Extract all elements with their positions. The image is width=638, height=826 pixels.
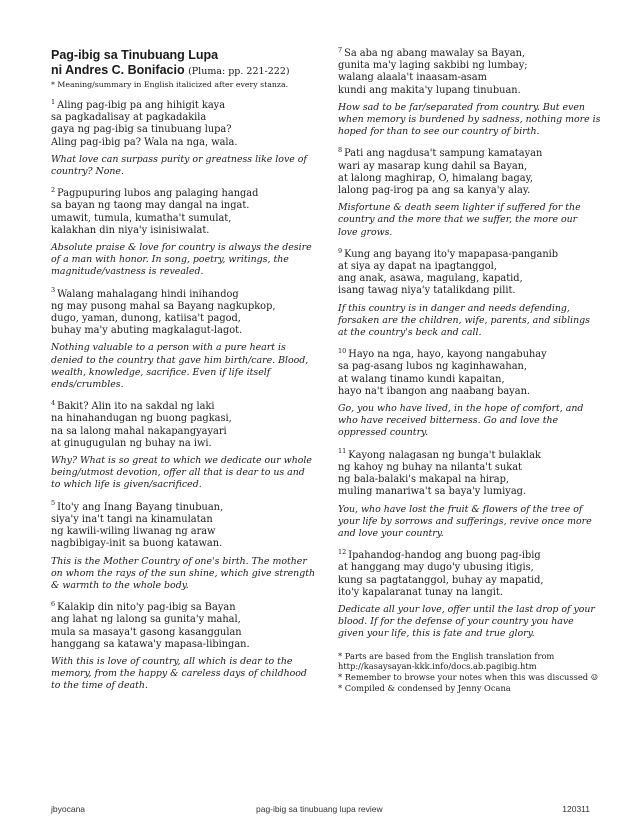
- stanza-line: [338, 462, 590, 474]
- line-text: ng may pusong mahal sa Bayang nagkupkop,: [51, 300, 276, 312]
- stanza-line: [51, 438, 305, 450]
- line-text: siya'y ina't tangi na kinamulatan: [51, 513, 213, 525]
- stanza-meaning: [338, 504, 590, 541]
- stanza-line: [51, 639, 305, 651]
- meaning-line: country and the more that we suffer, the more our: [338, 214, 578, 226]
- stanza-line: [51, 627, 305, 639]
- meaning-line: Nothing valuable to a person with a pure heart is: [51, 342, 286, 354]
- stanza-line: [338, 185, 590, 197]
- stanza-number: 7: [338, 45, 343, 54]
- line-text: Kalakip din nito'y pag-ibig sa Bayan: [57, 602, 236, 614]
- meaning-line: given your life, this is fate and true glory.: [338, 628, 535, 640]
- stanza-line: [338, 161, 590, 173]
- line-text: isang tawag niya'y tatalikdang pilit.: [338, 285, 516, 297]
- line-text: sa pag-asang lubos ng kaginhawahan,: [338, 361, 527, 373]
- line-text: kundi ang makita'y lupang tinubuan.: [338, 84, 521, 96]
- stanza-line: [51, 200, 305, 212]
- stanza-1: [51, 97, 307, 178]
- stanza-line: [51, 137, 305, 149]
- stanza-line: [51, 313, 305, 325]
- stanza-line: [338, 173, 590, 185]
- line-text: Aling pag-ibig pa? Wala na nga, wala.: [51, 136, 238, 148]
- meaning-line: love grows.: [338, 226, 393, 238]
- stanza-line: [338, 349, 590, 361]
- stanza-meaning: [338, 202, 590, 239]
- stanza-3: [51, 286, 309, 392]
- line-text: Bakit? Alin ito na sakdal ng laki: [57, 401, 215, 413]
- stanza-number: 10: [338, 347, 347, 355]
- stanza-line: [338, 386, 590, 398]
- stanza-line: [338, 547, 590, 562]
- line-text: lalong pag-irog pa ang sa kanya'y alay.: [338, 185, 531, 197]
- meaning-line: blood. If for the defense of your country you have: [338, 616, 574, 628]
- meaning-line: & warmth to the whole body.: [51, 579, 189, 591]
- stanza-number: 4: [51, 399, 56, 407]
- line-text: hayo na't ibangon ang naabang bayan.: [338, 385, 530, 397]
- stanza-number: 5: [51, 499, 56, 508]
- stanza-meaning: [51, 656, 305, 693]
- stanza-line: [338, 273, 590, 285]
- stanza-7: [338, 45, 601, 138]
- line-text: at walang tinamo kundi kapaitan,: [338, 373, 505, 385]
- meaning-line: country? None.: [51, 166, 124, 178]
- line-text: nagbibigay-init sa buong katawan.: [51, 538, 223, 550]
- stanza-number: 3: [51, 286, 56, 295]
- stanza-meaning: [338, 603, 595, 641]
- stanza-line: [338, 562, 590, 574]
- line-text: Pagpupuring lubos ang palaging hangad: [57, 188, 259, 200]
- meaning-line: at the country's beck and call.: [338, 327, 482, 339]
- stanza-line: [51, 124, 305, 136]
- page-footer: [51, 804, 590, 816]
- stanza-meaning: [51, 242, 312, 279]
- stanza-line: [51, 413, 305, 425]
- stanza-line: [51, 97, 305, 112]
- line-text: sa bayan ng taong may dangal na ingat.: [51, 200, 250, 212]
- poem-author: ni Andres C. Bonifacio: [51, 63, 185, 77]
- line-text: at lalong maghirap, O, himalang bagay,: [338, 172, 533, 184]
- stanza-line: [338, 45, 590, 60]
- stanza-line: [51, 301, 305, 313]
- left-stanzas: [51, 97, 316, 693]
- pluma-reference: (Pluma: pp. 221-222): [188, 66, 290, 77]
- line-text: Ipahandog-handog ang buong pag-ibig: [348, 550, 541, 562]
- stanza-line: [51, 401, 305, 413]
- meaning-line: wealth, knowledge, sacrifice. Even if life itself: [51, 366, 271, 378]
- line-text: hanggang sa katawa'y mapasa-libingan.: [51, 638, 250, 650]
- meaning-line: denied to the country that gave him birth/care. Blood,: [51, 354, 309, 366]
- line-text: ng kawili-wiling liwanag ng araw: [51, 526, 216, 538]
- stanza-line: [51, 112, 305, 124]
- line-text: wari ay masarap kung dahil sa Bayan,: [338, 160, 528, 172]
- stanza-line: [338, 474, 590, 486]
- meaning-line: oppressed country.: [338, 427, 429, 439]
- line-text: muling manariwa't sa baya'y lumiyag.: [338, 486, 527, 498]
- note-line: * Parts are based from the English translation from: [338, 650, 555, 661]
- stanza-line: [51, 213, 305, 225]
- stanza-2: [51, 185, 312, 278]
- meaning-line: to the time of death.: [51, 680, 148, 692]
- meaning-line: Misfortune & death seem lighter if suffered for the: [338, 202, 581, 214]
- line-text: at hanggang may dugo'y ubusing itigis,: [338, 562, 534, 574]
- stanza-meaning: [51, 555, 316, 593]
- meaning-line: hoped for than to see our country of birth.: [338, 126, 540, 138]
- line-text: kung sa pagtatanggol, buhay ay mapatid,: [338, 574, 544, 586]
- stanza-line: [51, 499, 305, 514]
- line-text: gaya ng pag-ibig sa tinubuang lupa?: [51, 124, 232, 136]
- stanza-line: [51, 514, 305, 526]
- line-text: ng kahoy ng buhay na nilanta't sukat: [338, 461, 522, 473]
- stanza-line: [338, 374, 590, 386]
- meaning-line: of a man with honor. In song, poetry, writings, the: [51, 254, 289, 266]
- stanza-12: [338, 547, 595, 640]
- line-text: sa pagkadalisay at pagkadakila: [51, 112, 207, 124]
- meaning-line: Why? What is so great to which we dedicate our whole: [51, 455, 312, 467]
- stanza-4: [51, 399, 312, 491]
- stanza-line: [51, 325, 305, 337]
- line-text: Kayong nalagasan ng bunga't bulaklak: [348, 449, 541, 461]
- line-text: Kung ang bayang ito'y mapapasa-panganib: [344, 248, 559, 260]
- poem-author-line: [51, 63, 305, 79]
- stanza-line: [51, 614, 305, 626]
- line-text: ang lahat ng lalong sa gunita'y mahal,: [51, 614, 241, 626]
- stanza-line: [51, 526, 305, 538]
- stanza-6: [51, 599, 307, 692]
- stanza-line: [338, 361, 590, 373]
- stanza-9: [338, 246, 590, 339]
- stanza-8: [338, 148, 590, 238]
- stanza-line: [51, 286, 305, 301]
- line-text: at ginugugulan ng buhay na iwi.: [51, 437, 212, 449]
- line-text: na hinahandugan ng buong pagkasi,: [51, 413, 232, 425]
- poem-title: Pag-ibig sa Tinubuang Lupa: [51, 48, 219, 62]
- stanza-line: [51, 225, 305, 237]
- stanza-line: [51, 426, 305, 438]
- stanza-number: 9: [338, 246, 343, 255]
- stanza-meaning: [51, 342, 309, 391]
- note-link: http://kasaysayan-kkk.info/docs.ab.pagibig.htm: [338, 661, 537, 672]
- meaning-line: This is the Mother Country of one's birth. The mother: [51, 555, 307, 567]
- stanza-11: [338, 447, 592, 540]
- line-text: ito'y kapalaranat tunay na langit.: [338, 586, 503, 598]
- right-stanzas: [338, 45, 601, 641]
- meaning-line: ends/crumbles.: [51, 379, 124, 391]
- meaning-line: Dedicate all your love, offer until the last drop of your: [338, 603, 595, 615]
- line-text: ng bala-balaki's makapal na hirap,: [338, 474, 509, 486]
- meaning-line: magnitude/vastness is revealed.: [51, 266, 204, 278]
- line-text: Walang mahalagang hindi inihandog: [57, 288, 239, 300]
- line-text: na sa lalong mahal nakapangyayari: [51, 425, 227, 437]
- stanza-line: [338, 60, 590, 72]
- line-text: ang anak, asawa, magulang, kapatid,: [338, 273, 523, 285]
- meaning-note: * Meaning/summary in English italicized after every stanza.: [51, 80, 289, 89]
- meaning-line: to which life is given/sacrificed.: [51, 479, 202, 491]
- meaning-line: Absolute praise & love for country is always the desire: [51, 242, 312, 254]
- stanza-line: [338, 148, 590, 160]
- line-text: walang alaala't inaasam-asam: [338, 72, 487, 84]
- stanza-5: [51, 499, 316, 592]
- line-text: Pati ang nagdusa't sampung kamatayan: [344, 148, 543, 160]
- stanza-number: 2: [51, 185, 56, 194]
- meaning-line: when memory is burdened by sadness, nothing more is: [338, 114, 601, 126]
- meaning-line: If this country is in danger and needs defending,: [338, 302, 570, 314]
- footer-center: pag-ibig sa tinubuang lupa review: [256, 804, 383, 814]
- meaning-line: forsaken are the children, wife, parents, and siblings: [338, 314, 590, 326]
- line-text: gunita ma'y laging sakbibi ng lumbay;: [338, 60, 528, 72]
- stanza-line: [338, 246, 590, 261]
- stanza-number: 6: [51, 599, 56, 608]
- meaning-line: being/utmost devotion, offer all that is dear to us and: [51, 467, 305, 479]
- stanza-line: [51, 185, 305, 200]
- stanza-line: [338, 486, 590, 498]
- footer-right: 120311: [562, 804, 590, 814]
- stanza-line: [338, 285, 590, 297]
- stanza-number: 8: [338, 146, 343, 155]
- line-text: Hayo na nga, hayo, kayong nangabuhay: [348, 349, 547, 361]
- stanza-10: [338, 349, 590, 439]
- stanza-number: 1: [51, 97, 56, 106]
- right-column: [338, 45, 601, 694]
- note-line: * Compiled & condensed by Jenny Ocana: [338, 682, 511, 693]
- meaning-line: your life by sorrows and sufferings, revive once more: [338, 515, 592, 527]
- stanza-meaning: [51, 154, 305, 178]
- line-text: Aling pag-ibig pa ang hihigit kaya: [57, 100, 226, 111]
- line-text: umawit, tumula, kumatha't sumulat,: [51, 212, 232, 224]
- stanza-meaning: [338, 101, 601, 139]
- meaning-line: What love can surpass purity or greatness like love of: [51, 153, 307, 165]
- stanza-line: [338, 85, 590, 97]
- stanza-line: [338, 72, 590, 84]
- meaning-line: With this is love of country, all which is dear to the: [51, 655, 293, 667]
- stanza-line: [338, 261, 590, 273]
- stanza-meaning: [338, 403, 590, 440]
- stanza-meaning: [338, 303, 590, 340]
- meaning-line: memory, from the happy & careless days of childhood: [51, 668, 307, 680]
- stanza-line: [338, 575, 590, 587]
- left-column: [51, 48, 316, 703]
- meaning-line: and love your country.: [338, 527, 444, 539]
- line-text: buhay ma'y abuting magkalagut-lagot.: [51, 325, 243, 337]
- meaning-line: on whom the rays of the sun shine, which give strength: [51, 567, 316, 579]
- footer-left: jbyocana: [51, 804, 86, 814]
- compiler-notes: [338, 650, 599, 694]
- stanza-number: 12: [338, 547, 347, 556]
- line-text: Sa aba ng abang mawalay sa Bayan,: [344, 48, 526, 59]
- stanza-meaning: [51, 455, 312, 492]
- meaning-line: Go, you who have lived, in the hope of comfort, and: [338, 403, 584, 415]
- meaning-line: who have received bitterness. Go and love the: [338, 415, 559, 427]
- stanza-line: [51, 538, 305, 550]
- note-line: * Remember to browse your notes when this was discussed ☺: [338, 672, 599, 683]
- line-text: at siya ay dapat na ipagtanggol,: [338, 261, 497, 273]
- meaning-line: How sad to be far/separated from country. But even: [338, 101, 585, 113]
- meaning-line: You, who have lost the fruit & flowers of the tree of: [338, 503, 583, 515]
- line-text: Ito'y ang Inang Bayang tinubuan,: [57, 501, 224, 513]
- stanza-line: [51, 599, 305, 614]
- stanza-line: [338, 587, 590, 599]
- line-text: dugo, yaman, dunong, katiisa't pagod,: [51, 313, 241, 325]
- line-text: kalakhan din niya'y isinisiwalat.: [51, 224, 210, 236]
- line-text: mula sa masaya't gasong kasanggulan: [51, 626, 242, 638]
- stanza-number: 11: [338, 447, 347, 456]
- stanza-line: [338, 447, 590, 462]
